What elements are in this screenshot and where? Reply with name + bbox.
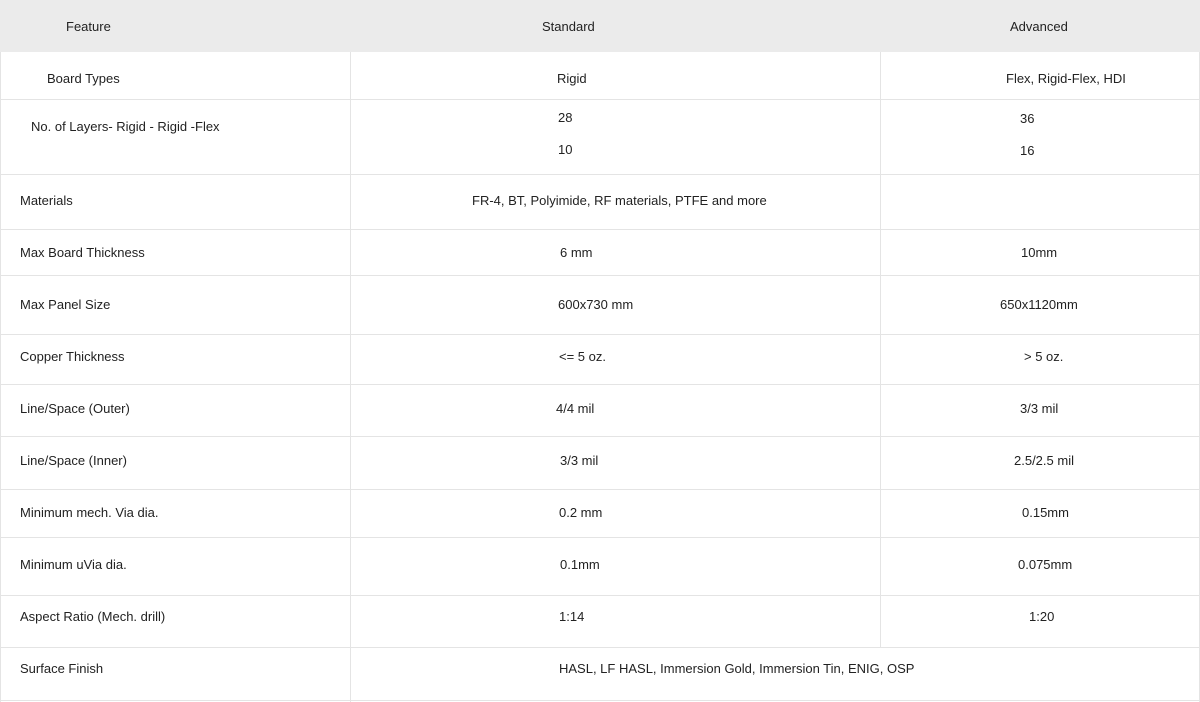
row-divider	[0, 647, 1200, 648]
table-border-left	[0, 52, 1, 702]
row-aspect-advanced: 1:20	[1029, 609, 1055, 624]
row-finish-standard: HASL, LF HASL, Immersion Gold, Immersion Tin, ENIG, OSP	[559, 661, 915, 676]
header-feature: Feature	[66, 19, 111, 34]
row-uvia-advanced: 0.075mm	[1018, 557, 1073, 572]
row-inner-advanced: 2.5/2.5 mil	[1014, 453, 1074, 468]
row-materials-standard: FR-4, BT, Polyimide, RF materials, PTFE and more	[472, 193, 767, 208]
row-divider	[0, 595, 1200, 596]
row-outer-standard: 4/4 mil	[556, 401, 595, 416]
row-uvia-feature: Minimum uVia dia.	[20, 557, 127, 572]
row-divider	[0, 700, 1200, 701]
row-aspect-standard: 1:14	[559, 609, 585, 624]
row-inner-standard: 3/3 mil	[560, 453, 599, 468]
header-advanced: Advanced	[1010, 19, 1068, 34]
row-divider	[0, 384, 1200, 385]
row-layers-standard-rigid-flex: 10	[558, 142, 573, 157]
row-outer-advanced: 3/3 mil	[1020, 401, 1059, 416]
row-mech-via-standard: 0.2 mm	[559, 505, 603, 520]
row-thickness-feature: Max Board Thickness	[20, 245, 145, 260]
header-standard: Standard	[542, 19, 595, 34]
row-board-types-feature: Board Types	[47, 71, 120, 86]
row-divider	[0, 174, 1200, 175]
row-aspect-feature: Aspect Ratio (Mech. drill)	[20, 609, 166, 624]
row-divider	[0, 436, 1200, 437]
row-divider	[0, 275, 1200, 276]
row-finish-feature: Surface Finish	[20, 661, 104, 676]
row-board-types-standard: Rigid	[557, 71, 587, 86]
row-divider	[0, 229, 1200, 230]
row-layers-advanced-rigid-flex: 16	[1020, 143, 1035, 158]
row-divider	[0, 489, 1200, 490]
row-inner-feature: Line/Space (Inner)	[20, 453, 127, 468]
row-divider	[0, 334, 1200, 335]
row-uvia-standard: 0.1mm	[560, 557, 600, 572]
row-copper-feature: Copper Thickness	[20, 349, 125, 364]
row-thickness-standard: 6 mm	[560, 245, 593, 260]
row-mech-via-advanced: 0.15mm	[1022, 505, 1069, 520]
row-panel-standard: 600x730 mm	[558, 297, 634, 312]
column-divider	[880, 52, 881, 229]
row-copper-standard: <= 5 oz.	[559, 349, 606, 364]
column-divider	[880, 229, 881, 647]
row-panel-advanced: 650x1120mm	[1000, 297, 1078, 312]
row-divider	[0, 99, 1200, 100]
row-copper-advanced: > 5 oz.	[1024, 349, 1064, 364]
row-layers-standard-rigid: 28	[558, 110, 573, 125]
row-divider	[0, 537, 1200, 538]
row-thickness-advanced: 10mm	[1021, 245, 1058, 260]
row-layers-advanced-rigid: 36	[1020, 111, 1035, 126]
row-board-types-advanced: Flex, Rigid-Flex, HDI	[1006, 71, 1126, 86]
row-layers-feature: No. of Layers- Rigid - Rigid -Flex	[31, 119, 220, 134]
row-materials-feature: Materials	[20, 193, 73, 208]
column-divider	[350, 52, 351, 702]
row-panel-feature: Max Panel Size	[20, 297, 111, 312]
row-outer-feature: Line/Space (Outer)	[20, 401, 130, 416]
row-mech-via-feature: Minimum mech. Via dia.	[20, 505, 159, 520]
